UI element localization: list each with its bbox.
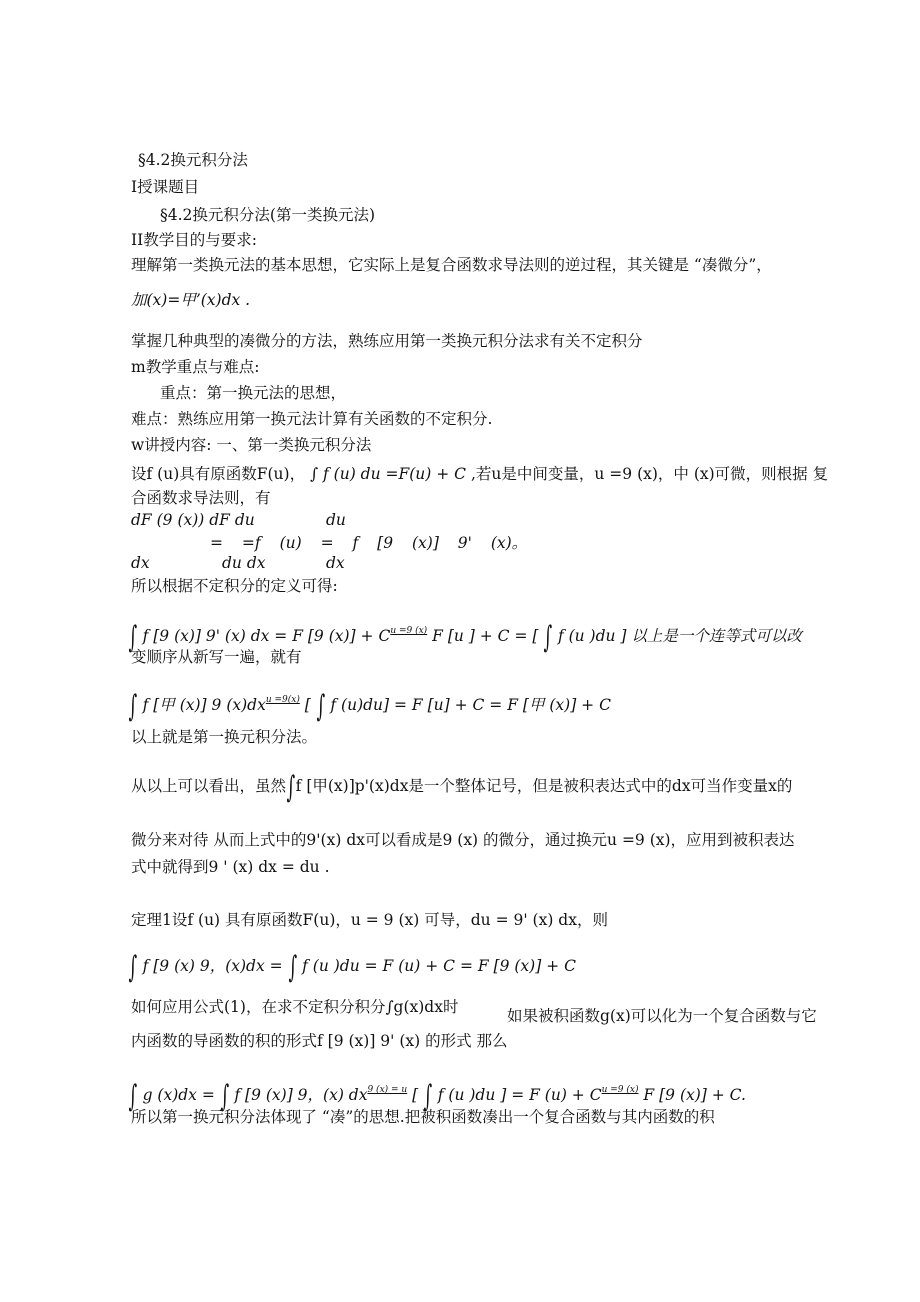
setup-line-2: 合函数求导法则，有 xyxy=(131,489,271,507)
eq4-e: F [9 (x)] + C. xyxy=(643,1086,746,1104)
eq2-a: f [甲 (x)] 9 (x)dx xyxy=(142,696,266,714)
topic-content: §4.2换元积分法(第一类换元法) xyxy=(160,206,375,224)
paragraph-4: 微分来对待 从而上式中的9'(x) dx可以看成是9 (x) 的微分，通过换元u =9 (x)，应用到被积表达 xyxy=(131,831,795,849)
integral-sign-icon: ∫ xyxy=(288,950,297,985)
setup-a: 设f (u)具有原函数F(u)， xyxy=(131,465,306,483)
eq1-b: F [u ] + C = [ xyxy=(432,627,539,645)
difficulty: 难点：熟练应用第一换元法计算有关函数的不定积分. xyxy=(131,410,493,428)
paragraph-5b: 如果被积函数g(x)可以化为一个复合函数与它 xyxy=(507,1007,817,1025)
goals-paragraph-2: 掌握几种典型的凑微分的方法，熟练应用第一类换元积分法求有关不定积分 xyxy=(131,332,643,350)
eq3-a: f [9 (x) 9，(x)dx = xyxy=(142,957,283,975)
eq1-c: f (u )du ] 以上是一个连等式可以改 xyxy=(557,627,802,645)
eq3-b: f (u )du = F (u) + C = F [9 (x)] + C xyxy=(302,957,576,975)
theorem-1: 定理1设f (u) 具有原函数F(u)，u = 9 (x) 可导，du = 9' (x) dx，则 xyxy=(131,911,608,929)
eq4-c: [ xyxy=(412,1086,419,1104)
equation-1 xyxy=(128,620,802,655)
section-title: §4.2换元积分法 xyxy=(138,151,248,169)
heading-goals: II教学目的与要求: xyxy=(131,231,257,249)
setup-line xyxy=(131,464,828,484)
derivative-du: du xyxy=(326,511,346,529)
eq4-u: 9 (x) = u xyxy=(367,1085,408,1095)
key-point: 重点：第一换元法的思想， xyxy=(160,384,347,402)
eq1-a: f [9 (x)] 9' (x) dx = F [9 (x)] + C xyxy=(142,627,391,645)
eq2-c: f (u)du] = F [u] + C = F [甲 (x)] + C xyxy=(330,696,611,714)
integral-sign-icon: ∫ xyxy=(423,1079,433,1114)
equation-2-tail: 以上就是第一换元积分法。 xyxy=(131,728,318,746)
equation-4 xyxy=(128,1079,746,1114)
last-line: 所以第一换元积分法体现了 “凑”的思想.把被积函数凑出一个复合函数与其内函数的积 xyxy=(131,1108,715,1126)
derivative-bottom-dx1: dx xyxy=(131,554,150,572)
heading-topic: I授课题目 xyxy=(131,178,200,196)
eq4-b: f [9 (x)] 9，(x) dx xyxy=(234,1086,368,1104)
eq1-u: u =9 (x) xyxy=(390,626,428,636)
paragraph-5c: 内函数的导函数的积的形式f [9 (x)] 9' (x) 的形式 那么 xyxy=(131,1032,508,1050)
heading-keypoints: m教学重点与难点: xyxy=(131,358,260,376)
integral-sign-icon: ∫ xyxy=(128,950,138,985)
derivative-bottom-dx2: dx xyxy=(326,554,345,572)
paragraph-5a: 如何应用公式(1)，在求不定积分积分∫g(x)dx时 xyxy=(131,998,459,1016)
setup-c: ,若u是中间变量，u =9 (x)，中 (x)可微，则根据 复 xyxy=(470,465,829,483)
so-line: 所以根据不定积分的定义可得: xyxy=(131,577,338,595)
eq4-a: g (x)dx = xyxy=(142,1086,215,1104)
goals-formula: 加(x)=甲’(x)dx . xyxy=(131,291,251,309)
eq2-b: [ xyxy=(304,696,311,714)
integral-sign-icon: ∫ xyxy=(220,1079,229,1114)
eq2-u: u =9(x) xyxy=(265,695,300,705)
derivative-bottom-dudx: du dx xyxy=(222,554,266,572)
derivative-middle: = =f (u) = f [9 (x)] 9' (x)。 xyxy=(210,534,528,552)
p3-b: f [甲(x)]p'(x)dx是一个整体记号，但是被积表达式中的dx可当作变量x的 xyxy=(295,777,793,795)
equation-1-tail: 变顺序从新写一遍，就有 xyxy=(131,648,302,666)
eq4-u2: u =9 (x) xyxy=(601,1085,639,1095)
integral-sign-icon: ∫ xyxy=(128,1079,138,1114)
integral-sign-icon: ∫ xyxy=(128,620,138,655)
eq4-d: f (u )du ] = F (u) + C xyxy=(437,1086,602,1104)
goals-paragraph: 理解第一类换元法的基本思想，它实际上是复合函数求导法则的逆过程，其关键是 “凑微分”， xyxy=(131,256,772,274)
heading-content: w讲授内容: 一、第一类换元积分法 xyxy=(131,436,372,454)
integral-sign-icon: ∫ xyxy=(543,620,553,655)
paragraph-3 xyxy=(131,770,793,805)
derivative-top: dF (9 (x)) dF du xyxy=(131,511,255,529)
setup-b: ∫ f (u) du =F(u) + C xyxy=(310,465,467,483)
integral-sign-icon: ∫ xyxy=(316,689,325,724)
equation-2 xyxy=(128,689,611,724)
integral-sign-icon: ∫ xyxy=(128,689,138,724)
paragraph-4b: 式中就得到9 ' (x) dx = du . xyxy=(131,858,330,876)
equation-3 xyxy=(128,950,576,985)
integral-sign-icon: ∫ xyxy=(286,770,296,805)
p3-a: 从以上可以看出，虽然 xyxy=(131,777,287,795)
